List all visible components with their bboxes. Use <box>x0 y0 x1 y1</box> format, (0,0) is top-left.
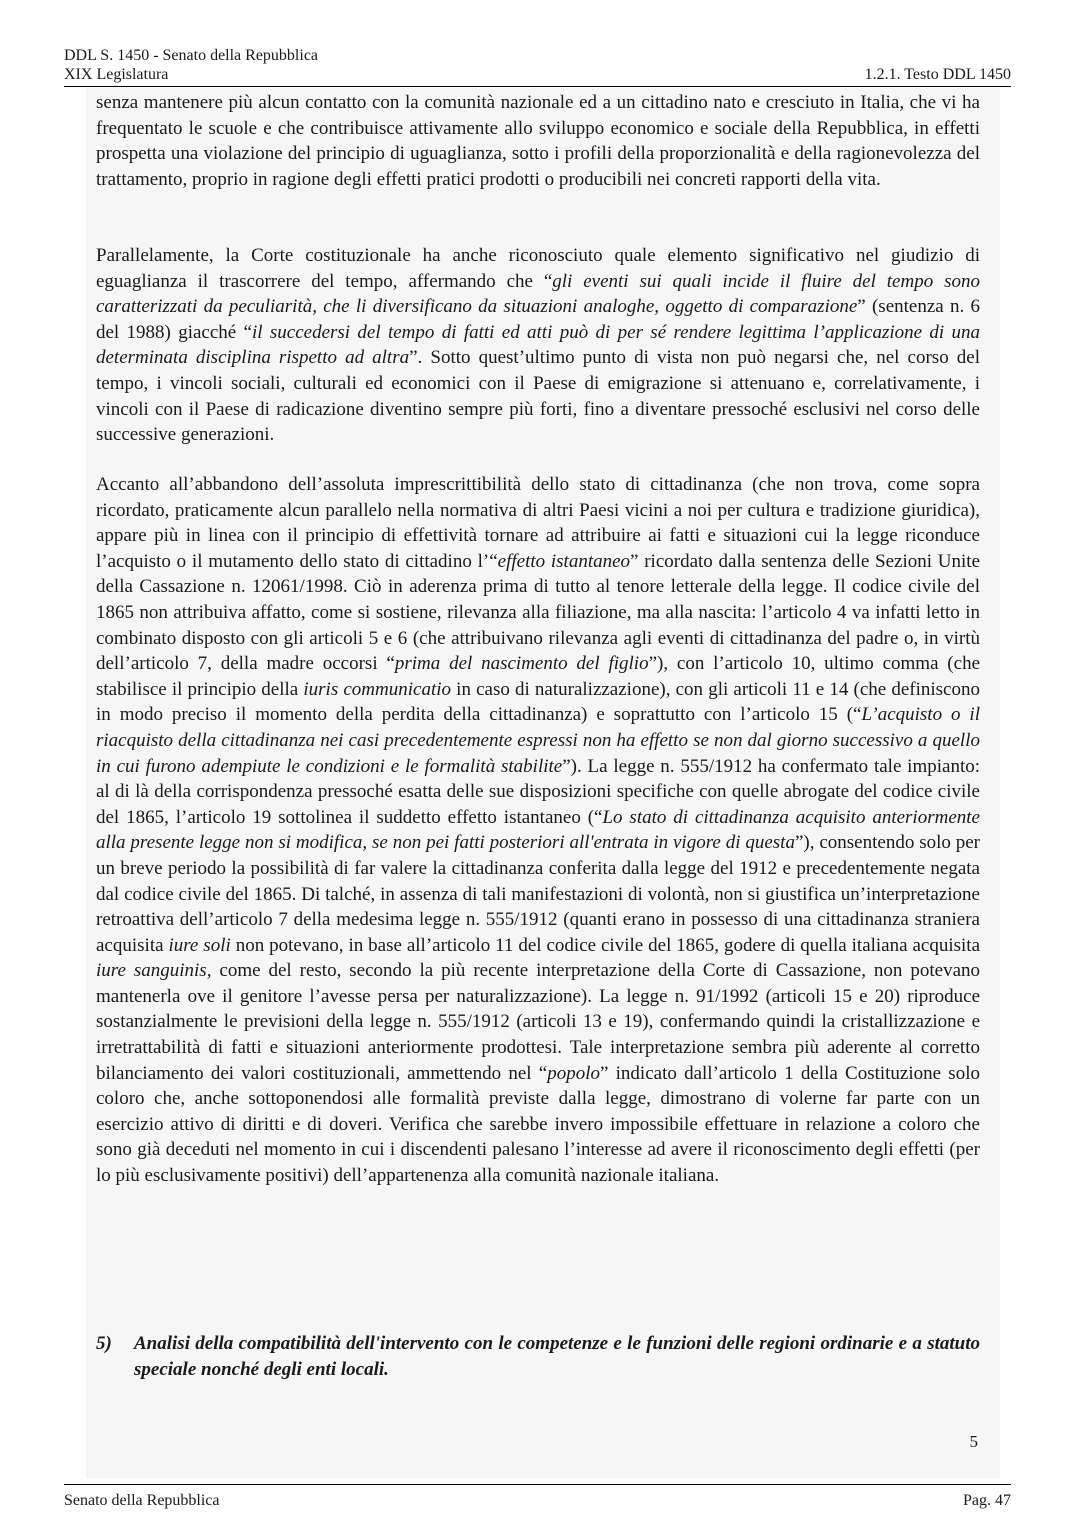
header-rule <box>64 86 1011 87</box>
footer-institution: Senato della Repubblica <box>64 1492 220 1509</box>
inner-page-number: 5 <box>969 1432 978 1451</box>
quote-italic: L’acquisto o il riacquisto della cittadinanza nei casi precedentemente espressi non ha effetto se non dal giorno successivo a quello in cui furono adempiute le condizioni e le formalità stabilite <box>96 704 980 777</box>
quote-italic: iure sanguinis, <box>96 960 212 982</box>
paragraph-2 <box>96 243 980 448</box>
header-doc-id: DDL S. 1450 - Senato della Repubblica <box>64 47 319 64</box>
header-row <box>64 66 1011 84</box>
text-run: ”), con l’articolo 10, ultimo comma (che stabilisce il principio della <box>96 653 981 700</box>
text-run: non potevano, in base all’articolo 11 del codice civile del 1865, godere di quella italiana acquisita <box>230 934 981 956</box>
footer-rule <box>64 1484 1011 1485</box>
footer-page-number: Pag. 47 <box>963 1492 1011 1509</box>
paragraph-1: senza mantenere più alcun contatto con la comunità nazionale ed a un cittadino nato e cresciuto in Italia, che vi ha frequentato le scuole e che contribuisce attivamente allo sviluppo economico e sociale della Repubblica, in effetti prospetta una violazione del principio di uguaglianza, sotto i profili della proporzionalità e della ragionevolezza del trattamento, proprio in ragione degli effetti pratici prodotti o producibili nei concreti rapporti della vita. <box>96 92 980 190</box>
paragraph-3 <box>96 472 980 1189</box>
text-run: come del resto, secondo la più recente interpretazione della Corte di Cassazione, non potevano mantenerla ove il genitore l’avesse persa per naturalizzazione). La legge n. 91/1992 (articoli 15 e 20) riproduce sostanzialmente le previsioni della legge n. 555/1912 (articoli 13 e 19), confermando quindi la cristallizzazione e irretrattabilità di fatti e situazioni anteriormente prodottesi. Tale interpretazione sembra più aderente al corretto bilanciamento dei valori costituzionali, ammettendo nel “ <box>96 960 980 1084</box>
quote-italic: popolo <box>547 1062 600 1084</box>
header-legislature: XIX Legislatura <box>64 66 169 83</box>
header-section: 1.2.1. Testo DDL 1450 <box>864 66 1011 83</box>
section-number: 5) <box>96 1333 112 1354</box>
section-heading <box>96 1331 980 1383</box>
quote-italic: prima del nascimento del figlio <box>394 653 649 675</box>
text-run: Accanto all’abbandono dell’assoluta imprescrittibilità dello stato di cittadinanza (che non trova, come sopra ricordato, praticamente alcun parallelo nella normativa di altri Paesi vicini a noi per cultura e tradizione giuridica), appare più in linea con il principio di effettività tornare ad attribuire ai fatti e situazioni cui la legge riconduce l’acquisto o il mutamento dello stato di cittadino l’“ <box>96 474 980 572</box>
text-run: ”), consentendo solo per un breve periodo la possibilità di far valere la cittadinanza conferita dalla legge del 1912 e precedentemente negata dal codice civile del 1865. Di talché, in assenza di tali manifestazioni di volontà, non si giustifica un’interpretazione retroattiva dell’articolo 7 della medesima legge n. 555/1912 (quanti erano in possesso di una cittadinanza straniera acquisita <box>96 832 980 956</box>
footer <box>64 1492 1011 1510</box>
text-run: Parallelamente, la Corte costituzionale ha anche riconosciuto quale elemento significativo nel giudizio di eguaglianza il trascorrere del tempo, affermando che “ <box>96 245 980 292</box>
text-run: ” ricordato dalla sentenza delle Sezioni Unite della Cassazione n. 12061/1998. Ciò in aderenza prima di tutto al tenore letterale della legge. Il codice civile del 1865 non attribuiva affatto, come si sostiene, rilevanza alla filiazione, ma alla nascita: l’articolo 4 va infatti letto in combinato disposto con gli articoli 5 e 6 (che attribuivano rilevanza agli eventi di cittadinanza del padre o, in virtù dell’articolo 7, della madre occorsi “ <box>96 550 981 675</box>
quote-italic: effetto istantaneo <box>497 550 631 572</box>
text-run: in caso di naturalizzazione), con gli articoli 11 e 14 (che definiscono in modo preciso il momento della perdita della cittadinanza) e soprattutto con l’articolo 15 (“ <box>96 678 980 726</box>
quote-italic: Lo stato di cittadinanza acquisito anteriormente alla presente legge non si modifica, se non pei fatti posteriori all'entrata in vigore di questa <box>96 806 980 854</box>
quote-italic: il succedersi del tempo di fatti ed atti può di per sé rendere legittima l’applicazione di una determinata disciplina rispetto ad altra <box>96 321 980 369</box>
quote-italic: gli eventi sui quali incide il fluire del tempo sono caratterizzati da peculiarità, che li diversificano da situazioni analoghe, oggetto di comparazione <box>96 270 980 318</box>
text-run: ” (sentenza n. 6 del 1988) giacché “ <box>96 296 980 343</box>
section-title: Analisi della compatibilità dell'intervento con le competenze e le funzioni delle regioni ordinarie e a statuto speciale nonché degli enti locali. <box>134 1333 980 1380</box>
quote-italic: iure soli <box>168 934 231 956</box>
text-run: ”). La legge n. 555/1912 ha confermato tale impianto: al di là della corrispondenza pressoché esatta delle sue disposizioni specifiche con quelle abrogate del codice civile del 1865, l’articolo 19 sottolinea il suddetto effetto istantaneo (“ <box>96 755 981 828</box>
text-run: ”. Sotto quest’ultimo punto di vista non può negarsi che, nel corso del tempo, i vincoli sociali, culturali ed economici con il Paese di emigrazione si attenuano e, correlativamente, i vincoli con il Paese di radicazione diventino sempre più forti, fino a diventare pressoché esclusivi nel corso delle successive generazioni. <box>96 347 980 446</box>
quote-italic: iuris communicatio <box>303 678 452 700</box>
text-run: ” indicato dall’articolo 1 della Costituzione solo coloro che, anche sottoponendosi alle formalità previste dalla legge, dimostrano di volerne far parte con un esercizio attivo di diritti e di doveri. Verifica che sarebbe invero impossibile effettuare in relazione a coloro che sono già deceduti nel momento in cui i discendenti palesano l’interesse ad avere il riconoscimento degli effetti (per lo più esclusivamente positivi) dell’appartenenza alla comunità nazionale italiana. <box>96 1062 980 1187</box>
